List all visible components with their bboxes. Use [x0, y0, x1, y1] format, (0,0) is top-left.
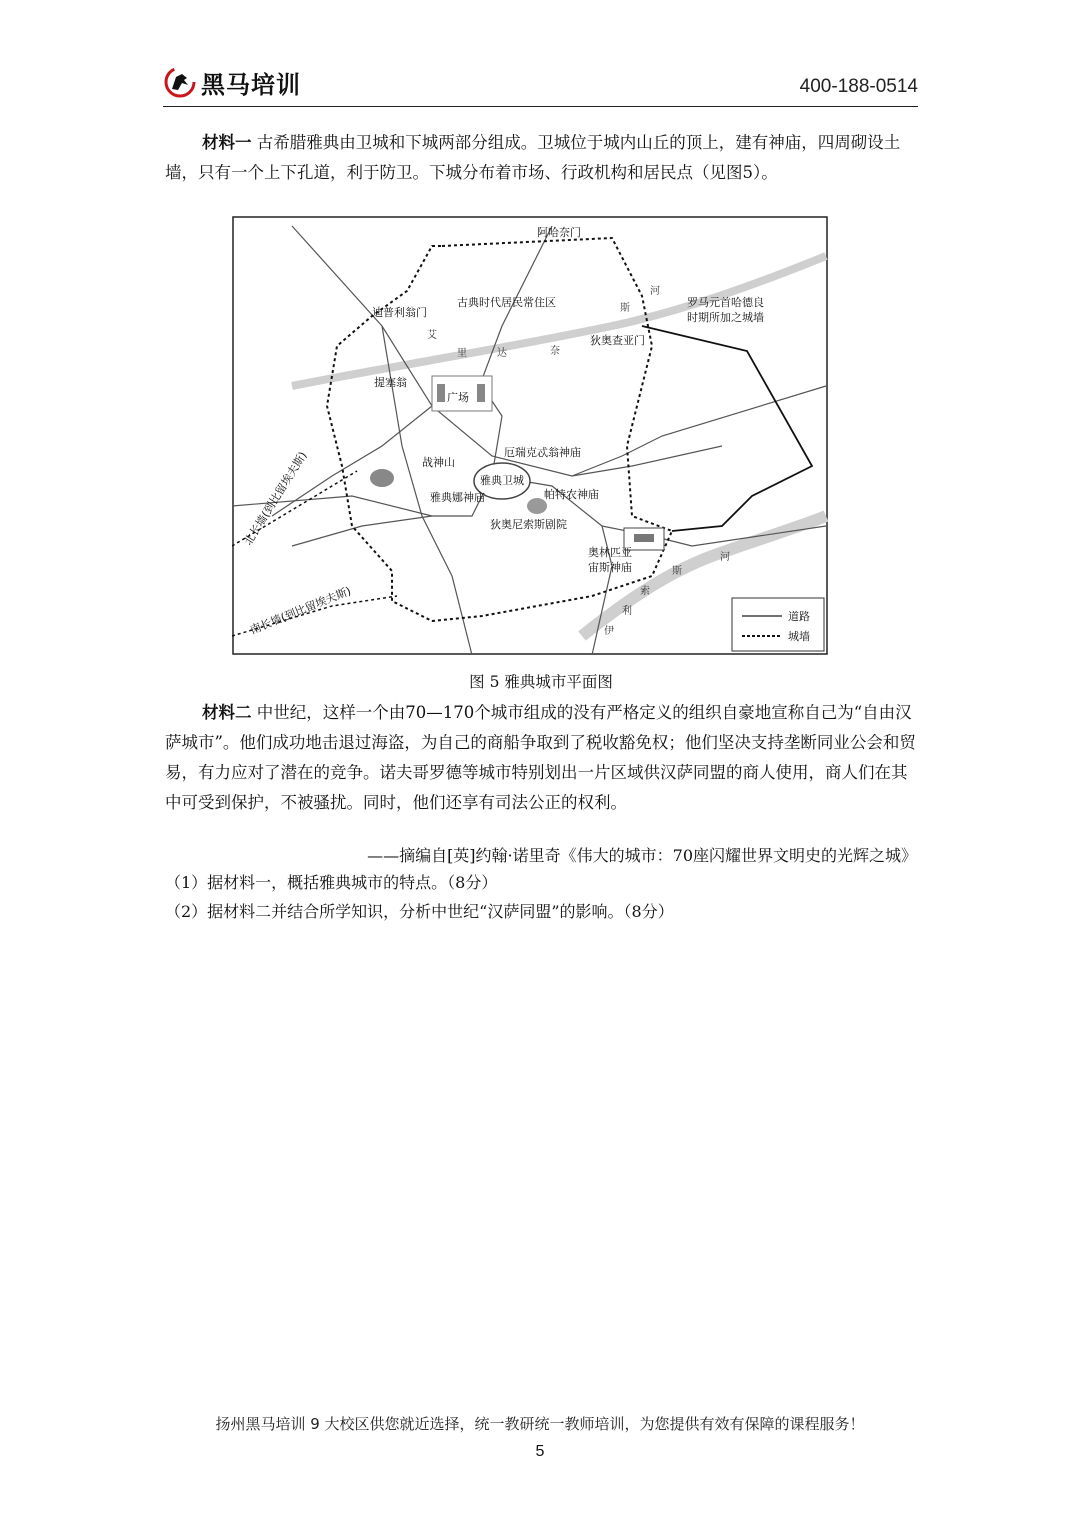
material-one-label: 材料一	[202, 133, 252, 152]
brand-logo	[163, 62, 301, 102]
label-erechtheion: 厄瑞克忒翁神庙	[504, 446, 581, 459]
page-header	[163, 60, 918, 108]
legend-road: 道路	[788, 610, 810, 623]
material-two-label: 材料二	[202, 703, 252, 722]
label-acropolis: 雅典卫城	[480, 474, 524, 487]
athens-city-map	[232, 216, 828, 655]
legend-wall: 城墙	[788, 630, 810, 643]
ilissos-5: 河	[720, 552, 730, 563]
material-two-text: 中世纪，这样一个由70—170个城市组成的没有严格定义的组织自豪地宣称自己为“自由汉萨城市”。他们成功地击退过海盗，为自己的商船争取到了税收豁免权；他们坚决支持垄断同业公会和贸易，有力应对了潜在的竞争。诺夫哥罗德等城市特别划出一片区域供汉萨同盟的商人使用，商人们在其中可受到保护，不被骚扰。同时，他们还享有司法公正的权利。	[165, 703, 916, 812]
material-two	[165, 698, 917, 818]
material-one-text: 古希腊雅典由卫城和下城两部分组成。卫城位于城内山丘的顶上，建有神庙，四周砌设土墙，只有一个上下孔道，利于防卫。下城分布着市场、行政机构和居民点（见图5）。	[165, 133, 901, 182]
ilissos-1: 伊	[604, 626, 614, 637]
ilissos-4: 斯	[672, 566, 682, 577]
river-label-1: 艾	[427, 330, 437, 341]
ilissos-3: 索	[640, 586, 650, 597]
horse-logo-icon	[163, 65, 197, 99]
label-long-wall-south: 南长墙(到比留埃夫斯)	[248, 584, 353, 637]
label-residential: 古典时代居民常住区	[457, 296, 556, 309]
material-one	[165, 128, 917, 188]
river-label-2: 里	[457, 348, 467, 359]
label-roman-2: 时期所加之城墙	[687, 311, 764, 324]
river-label-4: 奈	[550, 346, 560, 357]
label-parthenon: 帕特农神庙	[544, 488, 599, 501]
label-athena-nike: 雅典娜神庙	[430, 491, 485, 504]
header-divider	[163, 106, 918, 107]
question-1: （1）据材料一，概括雅典城市的特点。（8分）	[165, 873, 498, 892]
brand-name: 黑马培训	[201, 70, 301, 99]
page-footer: 扬州黑马培训 9 大校区供您就近选择，统一教研统一教师培训，为您提供有效有保障的课程服务！	[215, 1415, 865, 1433]
label-areopagus: 战神山	[422, 456, 455, 469]
label-gate-acharnian: 阿哈奈门	[537, 226, 581, 239]
source-citation: ——摘编自[英]约翰·诺里奇《伟大的城市：70座闪耀世界文明史的光辉之城》	[367, 846, 917, 865]
figure-caption: 图 5 雅典城市平面图	[469, 673, 613, 691]
ilissos-2: 利	[622, 606, 632, 617]
river-label-5: 斯	[620, 303, 630, 314]
river-label-3: 达	[497, 348, 507, 359]
page-number: 5	[535, 1443, 545, 1460]
label-theseion: 提塞翁	[374, 376, 407, 389]
question-2: （2）据材料二并结合所学知识，分析中世纪“汉萨同盟”的影响。（8分）	[165, 902, 674, 921]
label-gate-dipylon: 迪普利翁门	[372, 306, 427, 319]
hill-marker	[370, 469, 394, 487]
label-roman-1: 罗马元首哈德良	[687, 296, 764, 309]
label-theatre: 狄奥尼索斯剧院	[490, 518, 567, 531]
label-long-wall-north: 北长墙(到比留埃夫斯)	[241, 449, 310, 548]
label-olympieion-2: 宙斯神庙	[588, 561, 632, 574]
map-frame	[233, 217, 827, 654]
map-legend	[732, 598, 824, 651]
label-olympieion-1: 奥林匹亚	[588, 546, 632, 559]
phone-number: 400-188-0514	[799, 76, 918, 97]
label-agora: 广场	[447, 391, 469, 404]
river-label-6: 河	[650, 286, 660, 297]
label-gate-diochares: 狄奥查亚门	[590, 334, 645, 347]
